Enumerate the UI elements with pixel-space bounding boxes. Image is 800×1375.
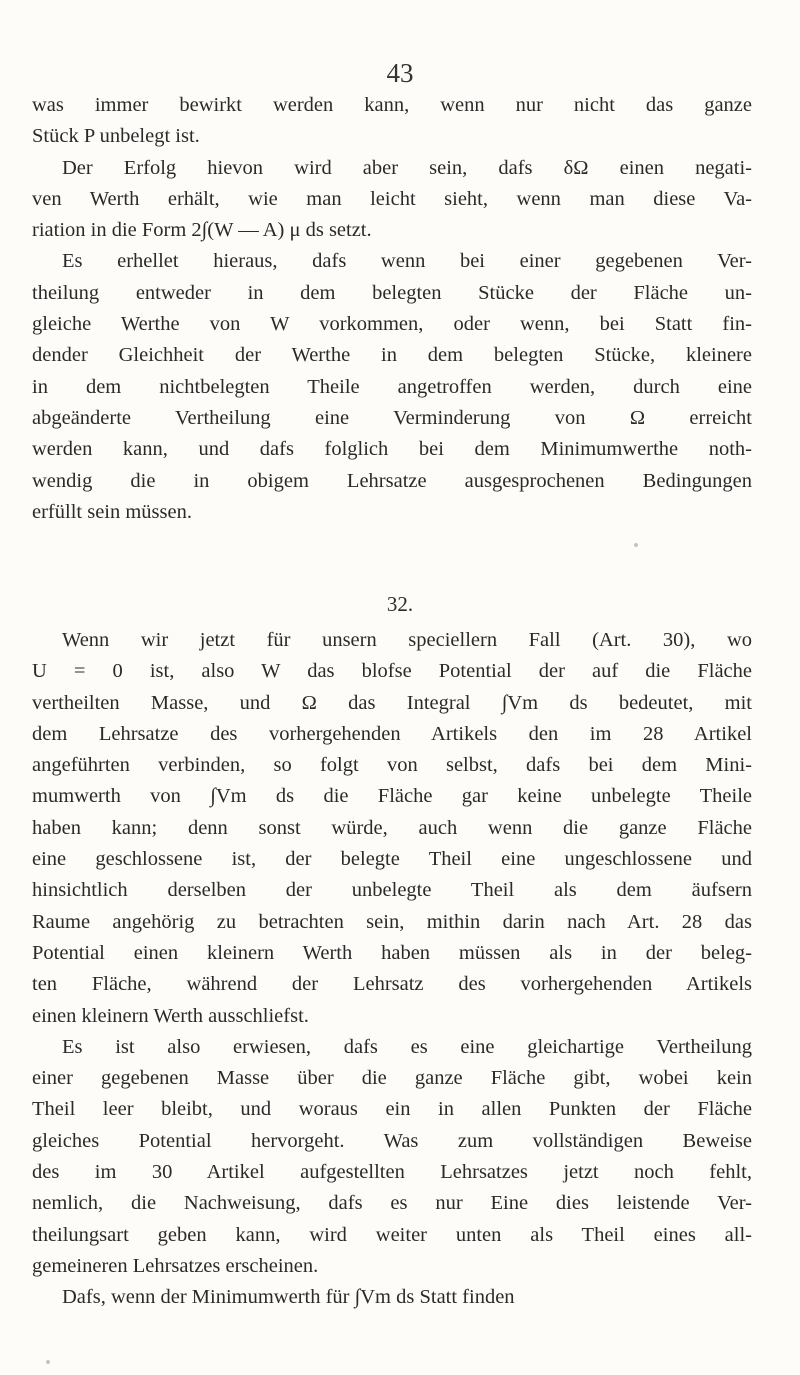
text-line: angeführten verbinden, so folgt von selbst, dafs bei dem Mini-	[32, 754, 752, 777]
text-line: U = 0 ist, also W das blofse Potential der auf die Fläche	[32, 660, 752, 683]
text-line: nemlich, die Nachweisung, dafs es nur Eine dies leistende Ver-	[32, 1192, 752, 1215]
text-line: dem Lehrsatze des vorhergehenden Artikels den im 28 Artikel	[32, 722, 752, 745]
paper-blemish	[634, 543, 638, 547]
text-line: mumwerth von ∫Vm ds die Fläche gar keine unbelegte Theile	[32, 785, 752, 808]
paragraph	[32, 625, 752, 1032]
text-line: dender Gleichheit der Werthe in dem belegten Stücke, kleinere	[32, 344, 752, 367]
page-number: 43	[386, 58, 414, 88]
paragraph	[32, 153, 752, 247]
text-block-top	[32, 90, 752, 528]
text-line: gleiche Werthe von W vorkommen, oder wenn, bei Statt fin-	[32, 313, 752, 336]
text-line: Raume angehörig zu betrachten sein, mithin darin nach Art. 28 das	[32, 910, 752, 933]
text-line: was immer bewirkt werden kann, wenn nur nicht das ganze	[32, 94, 752, 116]
text-line: Theil leer bleibt, und woraus ein in allen Punkten der Fläche	[32, 1098, 752, 1121]
section-number: 32.	[386, 592, 414, 616]
text-line: werden kann, und dafs folglich bei dem Minimumwerthe noth-	[32, 438, 752, 461]
text-line: gemeineren Lehrsatzes erscheinen.	[32, 1254, 319, 1277]
text-line: ten Fläche, während der Lehrsatz des vorhergehenden Artikels	[32, 973, 752, 996]
paragraph	[32, 246, 752, 528]
text-line: einer gegebenen Masse über die ganze Fläche gibt, wobei kein	[32, 1067, 752, 1090]
text-line: in dem nichtbelegten Theile angetroffen werden, durch eine	[32, 375, 752, 398]
text-line: Dafs, wenn der Minimumwerth für ∫Vm ds Statt finden	[62, 1286, 515, 1309]
text-line: hinsichtlich derselben der unbelegte Theil als dem äufsern	[32, 879, 752, 902]
text-line: gleiches Potential hervorgeht. Was zum vollständigen Beweise	[32, 1129, 752, 1152]
paragraph	[32, 90, 752, 153]
text-line: abgeänderte Vertheilung eine Verminderung von Ω erreicht	[32, 406, 752, 429]
text-line: riation in die Form 2∫(W — A) μ ds setzt.	[32, 219, 372, 242]
text-line: Potential einen kleinern Werth haben müssen als in der beleg-	[32, 941, 752, 964]
text-block-bottom	[32, 625, 752, 1314]
text-line: Wenn wir jetzt für unsern speciellern Fall (Art. 30), wo	[62, 629, 752, 651]
text-line: erfüllt sein müssen.	[32, 500, 192, 523]
paragraph	[32, 1032, 752, 1282]
text-line: Der Erfolg hievon wird aber sein, dafs δΩ einen negati-	[62, 156, 752, 179]
text-line: Es erhellet hieraus, dafs wenn bei einer gegebenen Ver-	[62, 250, 752, 273]
text-line: Stück P unbelegt ist.	[32, 125, 200, 148]
text-line: des im 30 Artikel aufgestellten Lehrsatzes jetzt noch fehlt,	[32, 1161, 752, 1184]
text-line: haben kann; denn sonst würde, auch wenn die ganze Fläche	[32, 816, 752, 839]
text-line: ven Werth erhält, wie man leicht sieht, wenn man diese Va-	[32, 187, 752, 210]
text-line: wendig die in obigem Lehrsatze ausgesprochenen Bedingungen	[32, 469, 752, 492]
text-line: vertheilten Masse, und Ω das Integral ∫Vm ds bedeutet, mit	[32, 691, 752, 714]
text-line: theilung entweder in dem belegten Stücke der Fläche un-	[32, 281, 752, 304]
paragraph	[32, 1282, 752, 1313]
text-line: Es ist also erwiesen, dafs es eine gleichartige Vertheilung	[62, 1035, 752, 1058]
paper-blemish	[46, 1360, 50, 1364]
text-line: eine geschlossene ist, der belegte Theil eine ungeschlossene und	[32, 848, 752, 871]
text-line: einen kleinern Werth ausschliefst.	[32, 1004, 309, 1027]
text-line: theilungsart geben kann, wird weiter unten als Theil eines all-	[32, 1223, 752, 1246]
